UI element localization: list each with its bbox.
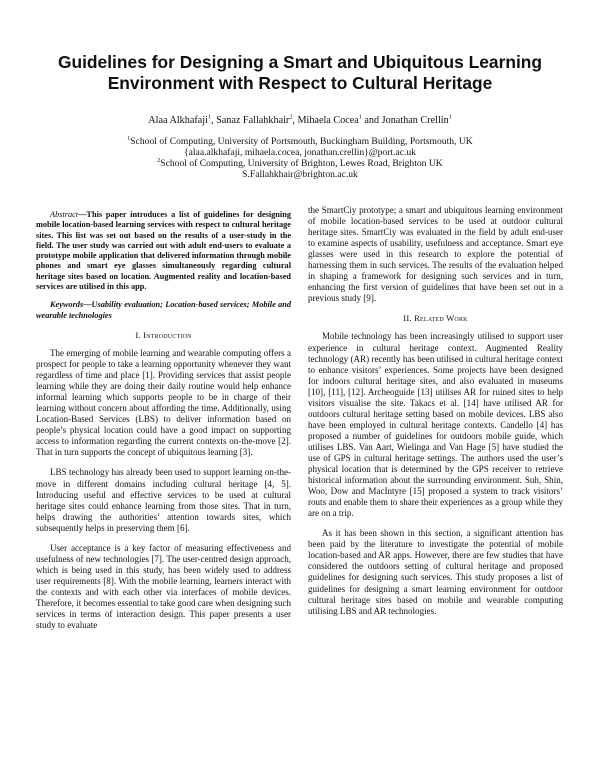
affiliation-mark: 2 [157, 157, 161, 164]
author-mark: 2 [289, 114, 293, 121]
abstract [36, 210, 291, 292]
author-name: Jonathan Crellin [381, 115, 449, 126]
affiliations [60, 137, 540, 181]
keywords: Keywords—Usability evaluation; Location-based services; Mobile and wearable technologies [36, 300, 291, 320]
section-heading-related-work: II. Related Work [403, 313, 468, 324]
left-column [36, 210, 291, 631]
abstract-text: —This paper introduces a list of guidelines for designing mobile location-based learning services with respect to cultural heritage sites. This list was set out based on the results of a user-study in the field. The user study was carried out with adult end-users to evaluate a prototype mobile application that delivered information through mobile phones and smart eye glasses simultaneously regarding cultural heritage sites based on location. Augmented reality and location-based services are utilised in this app. [36, 210, 291, 292]
author-list [40, 114, 560, 128]
author-name: Sanaz Fallahkhair [216, 115, 290, 126]
author-separator: , [210, 115, 217, 126]
abstract-lead: Abstract [50, 210, 79, 219]
affiliation-email: S.Fallahkhair@brighton.ac.uk [242, 168, 358, 180]
author-name: Mihaela Cocea [297, 115, 359, 126]
body-paragraph: Mobile technology has been increasingly utilised to support user experience in cultural heritage context. Augmented Reality technology (AR) recently has been utilised in cultural heritage context to enhance visitors’ experiences. Some projects have been designed for indoors cultural heritage sites, and also evaluated in museums [10], [11], [12]. Archeoguide [13] utilises AR for ruined sites to help visitors visualise the site. Takacs et al. [14] have utilised AR for outdoors cultural heritage setting based on mobile devices. LBS also have been employed in cultural heritage contexts. Candello [4] has proposed a number of guidelines for outdoors mobile guide, which utilises LBS. Van Aart, Wielinga and Van Hage [5] have studied the use of GPS in cultural heritage settings. The authors used the user’s physical location that is determined by the GPS receiver to retrieve historical information about the surrounding environment. Suh, Shin, Woo, Dow and MacIntyre [15] proposed a system to track visitors’ routs and enable them to share their experiences as a group while they are on a trip. [308, 331, 563, 519]
affiliation-email: {alaa.alkhafaji, mihaela.cocea, jonathan.crellin}@port.ac.uk [184, 146, 416, 158]
paper-title: Guidelines for Designing a Smart and Ubiquitous Learning Environment with Respect to Cultural Heritage [57, 52, 543, 93]
body-paragraph: User acceptance is a key factor of measuring effectiveness and usefulness of new technologies [7]. The user-centred design approach, which is being used in this study, has been widely used to address user requirements [8]. With the mobile learning, learners interact with the contexts and with each other via interfaces of mobile devices. Therefore, it becomes essential to take good care when designing such services in terms of interaction design. This paper presents a user study to evaluate [36, 542, 291, 631]
body-paragraph: As it has been shown in this section, a significant attention has been paid by the literature to investigate the potential of mobile location-based and AR apps. However, there are few studies that have considered the outdoors setting of cultural heritage and proposed guidelines for designing such services. This study proposes a list of guidelines for designing a smart learning environment for outdoor cultural heritage sites based on mobile and wearable computing utilising LBS and AR technologies. [308, 528, 563, 616]
author-mark: 1 [207, 114, 211, 121]
author-mark: 1 [358, 114, 362, 121]
section-heading-introduction: I. Introduction [135, 329, 192, 340]
author-separator: , [292, 115, 298, 126]
affiliation-text: School of Computing, University of Brighton, Lewes Road, Brighton UK [160, 157, 443, 169]
body-paragraph: The emerging of mobile learning and wearable computing offers a prospect for people to take a learning opportunity whenever they want regardless of time and place [1]. Providing services that assist people learning while they are doing their daily routine would help enhance informal learning which supports people to be in charge of their learning without concern about affording the time. Additionally, using Location-Based Services (LBS) to deliver information based on people’s physical location could have a good impact on supporting access to information regarding the current contexts on-the-move [2]. That in turn supports the concept of ubiquitous learning [3]. [36, 348, 291, 458]
right-column [308, 205, 563, 617]
author-separator: and [361, 115, 382, 126]
body-paragraph: LBS technology has already been used to support learning on-the-move in different domains including cultural heritage [4, 5]. Introducing useful and effective services to be used at cultural heritage sites could enhance learning from those sites. That in turn, helps drawing the authorities’ attention towards sites, which subsequently helps in preserving them [6]. [36, 467, 291, 533]
affiliation-text: School of Computing, University of Portsmouth, Buckingham Building, Portsmouth, UK [130, 136, 473, 147]
affiliation-mark: 1 [127, 135, 131, 142]
author-mark: 1 [448, 114, 452, 121]
body-paragraph: the SmartCiy prototype; a smart and ubiquitous learning environment of mobile location-based services to be used at outdoor cultural heritage sites. SmartCiy was evaluated in the field by adult end-user to examine aspects of usability, usefulness and acceptance. Smart eye glasses were used in this research to explore the potential of harnessing them in such services. The results of the evaluation helped in shaping a framework for designing such services and in turn, enhancing the first version of guidelines that have been set out in a previous study [9]. [308, 205, 563, 304]
author-name: Alaa Alkhafaji [148, 115, 208, 126]
